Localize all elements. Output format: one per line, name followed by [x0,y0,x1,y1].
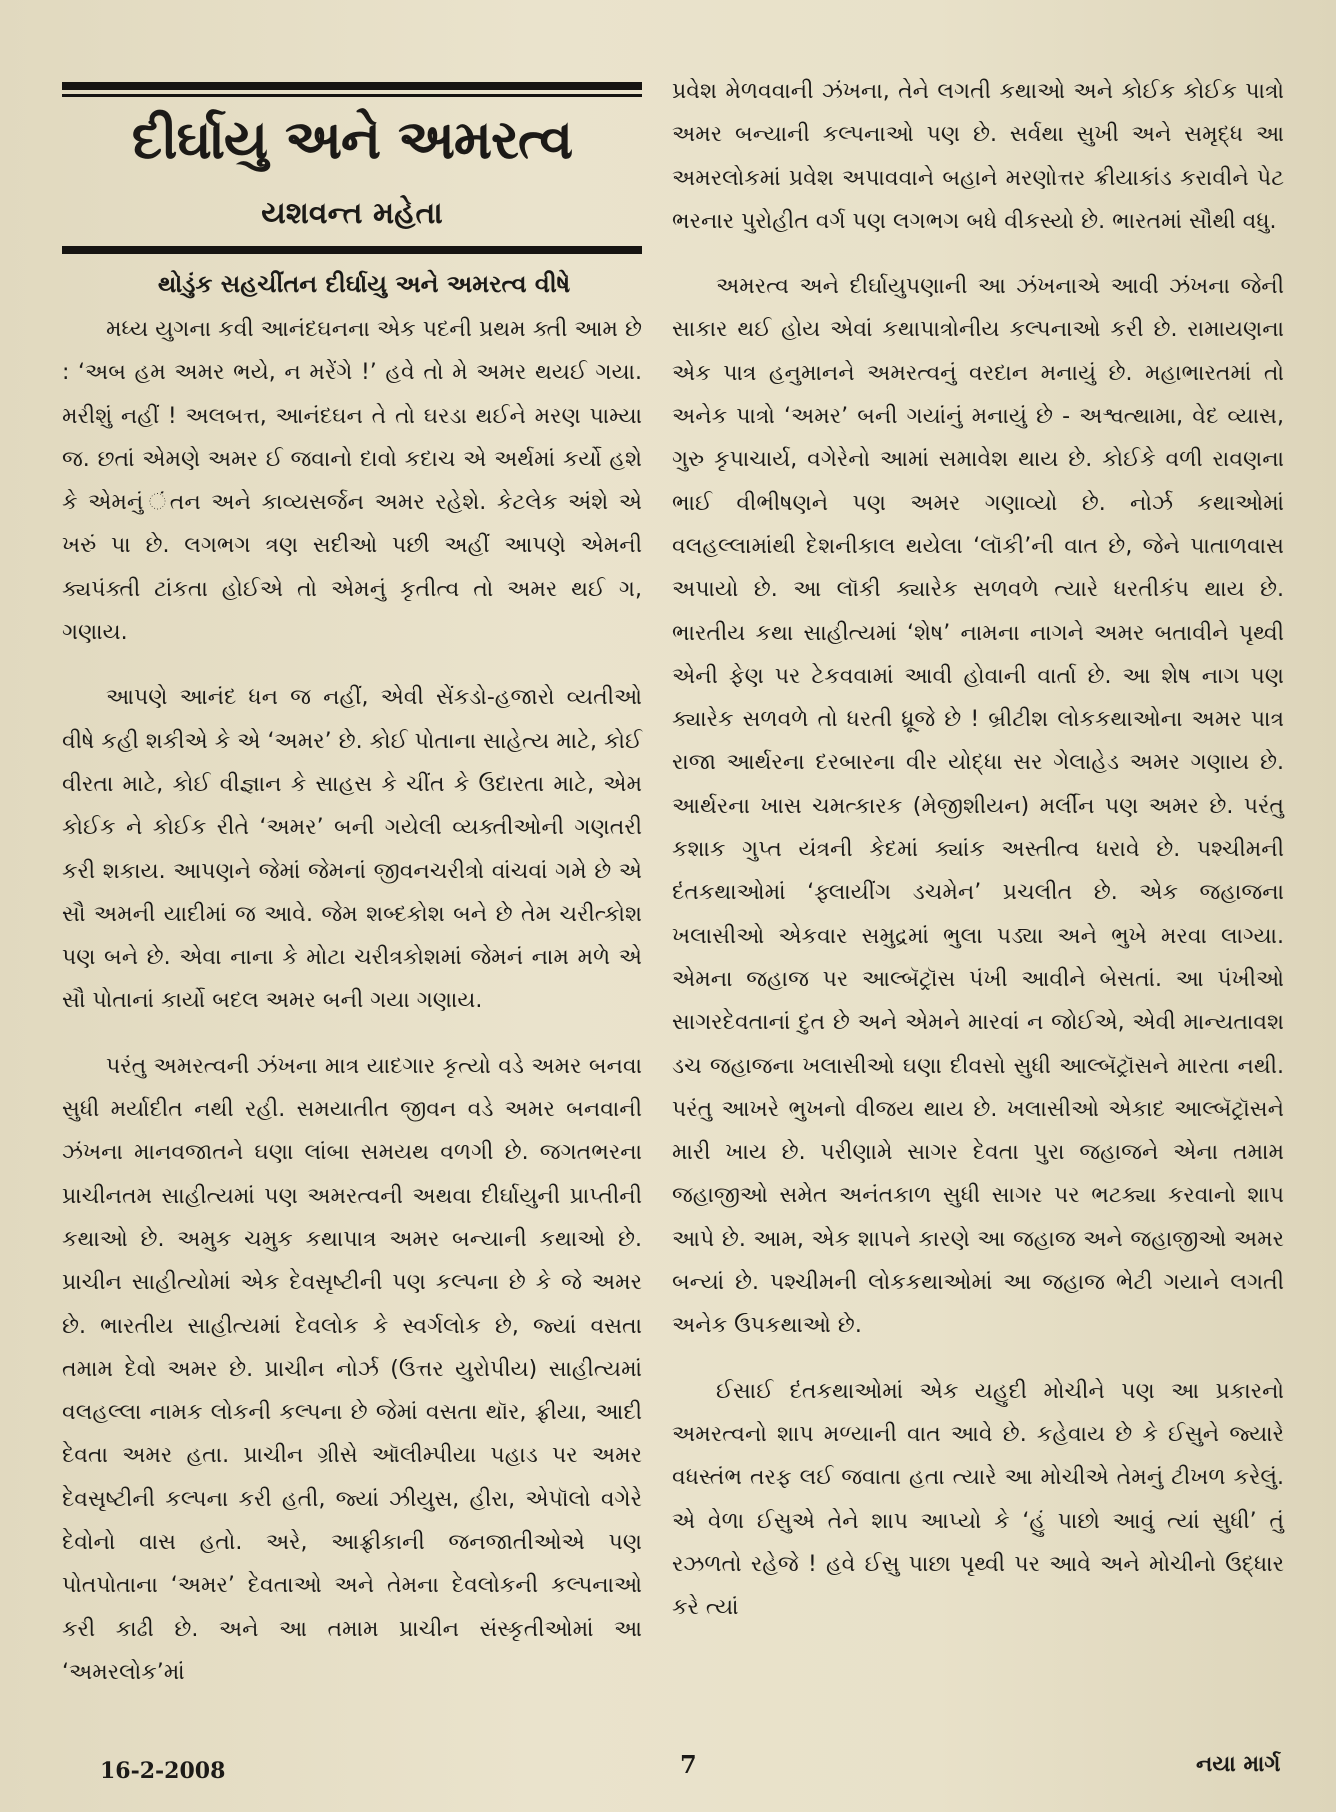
left-paragraph-1: મધ્ય યુગના કવી આનંદઘનના એક પદની પ્રથમ ક્તી આમ છે : ‘અબ હમ અમર ભયે, ન મરેંગે !’ હવે તો મે અમર થયઈ ગયા. મરીશું નહીં ! અલબત્ત, આનંદઘન તે તો ઘરડા થઈને મરણ પામ્યા જ. છતાં એમણે અમર ઈ જવાનો દાવો કદાચ એ અર્થમાં કર્યો હશે કે એમનું ંતન અને કાવ્યસર્જન અમર રહેશે. કેટલેક અંશે એ ખરું પા છે. લગભગ ત્રણ સદીઓ પછી અહીં આપણે એમની ક્યપંક્તી ટાંકતા હોઈએ તો એમનું કૃતીત્વ તો અમર થઈ ગ, ગણાય. [62,317,642,646]
article-subheading: થોડુંક સહચીંતન દીર્ઘાયુ અને અમરત્વ વીષે [157,270,571,298]
right-body-text [672,70,1284,1651]
header-bottom-rule [62,246,642,254]
right-paragraph-3: ઈસાઈ દંતકથાઓમાં એક યહુદી મોચીને પણ આ પ્રકારનો અમરત્વનો શાપ મળ્યાની વાત આવે છે. કહેવાય છે કે ઈસુને જ્યારે વધસ્તંભ તરફ લઈ જવાતા હતા ત્યારે આ મોચીએ તેમનું ટીખળ કરેલું. એ વેળા ઈસુએ તેને શાપ આપ્યો કે ‘હું પાછો આવું ત્યાં સુધી’ તું રઝળતો રહેજે ! હવે ઈસુ પાછા પૃથ્વી પર આવે અને મોચીનો ઉદ્ધાર કરે ત્યાં [672,1378,1284,1621]
top-rule-thin [62,94,642,97]
left-body-text [62,308,642,1716]
left-paragraph-3: પરંતુ અમરત્વની ઝંખના માત્ર યાદગાર કૃત્યો વડે અમર બનવા સુધી મર્યાદીત નથી રહી. સમયાતીત જીવન વડે અમર બનવાની ઝંખના માનવજાતને ઘણા લાંબા સમયથ વળગી છે. જગતભરના પ્રાચીનતમ સાહીત્યમાં પણ અમરત્વની અથવા દીર્ઘાયુની પ્રાપ્તીની કથાઓ છે. અમુક ચમુક કથાપાત્ર અમર બન્યાની કથાઓ છે. પ્રાચીન સાહીત્યોમાં એક દેવસૃષ્ટીની પણ કલ્પના છે કે જે અમર છે. ભારતીય સાહીત્યમાં દેવલોક કે સ્વર્ગલોક છે, જ્યાં વસતા તમામ દેવો અમર છે. પ્રાચીન નોર્ઝ (ઉત્તર યુરોપીય) સાહીત્યમાં વલહલ્લા નામક લોકની કલ્પના છે જેમાં વસતા થૉર, ફ્રીયા, આદી દેવતા અમર હતા. પ્રાચીન ગ્રીસે ઑલીમ્પીયા પહાડ પર અમર દેવસૃષ્ટીની કલ્પના કરી હતી, જ્યાં ઝીયુસ, હીરા, એપૉલો વગેરે દેવોનો વાસ હતો. અરે, આફ્રીકાની જનજાતીઓએ પણ પોતપોતાના ‘અમર’ દેવતાઓ અને તેમના દેવલોકની કલ્પનાઓ કરી કાઢી છે. અને આ તમામ પ્રાચીન સંસ્કૃતીઓમાં આ ‘અમરલોક’માં [62,1053,642,1685]
page-number: 7 [680,1750,697,1779]
magazine-name: નયા માર્ગ [1196,1752,1281,1777]
right-paragraph-1: પ્રવેશ મેળવવાની ઝંખના, તેને લગતી કથાઓ અને કોઈક કોઈક પાત્રો અમર બન્યાની કલ્પનાઓ પણ છે. સર્વથા સુખી અને સમૃદ્ધ આ અમરલોકમાં પ્રવેશ અપાવવાને બહાને મરણોત્તર ક્રીયાકાંડ કરાવીને પેટ ભરનાર પુરોહીત વર્ગ પણ લગભગ બધે વીકસ્યો છે. ભારતમાં સૌથી વધુ. [672,79,1284,234]
right-paragraph-2: અમરત્વ અને દીર્ઘાયુપણાની આ ઝંખનાએ આવી ઝંખના જેની સાકાર થઈ હોય એવાં કથાપાત્રોનીય કલ્પનાઓ કરી છે. રામાયણના એક પાત્ર હનુમાનને અમરત્વનું વરદાન મનાયું છે. મહાભારતમાં તો અનેક પાત્રો ‘અમર’ બની ગયાંનું મનાયું છે - અશ્વત્થામા, વેદ વ્યાસ, ગુરુ કૃપાચાર્ય, વગેરેનો આમાં સમાવેશ થાય છે. કોઈકે વળી રાવણના ભાઈ વીભીષણને પણ અમર ગણાવ્યો છે. નોર્ઝ કથાઓમાં વલહલ્લામાંથી દેશનીકાલ થયેલા ‘લૉકી’ની વાત છે, જેને પાતાળવાસ અપાયો છે. આ લૉકી ક્યારેક સળવળે ત્યારે ધરતીકંપ થાય છે. ભારતીય કથા સાહીત્યમાં ‘શેષ’ નામના નાગને અમર બતાવીને પૃથ્વી એની ફેણ પર ટેકવવામાં આવી હોવાની વાર્તા છે. આ શેષ નાગ પણ ક્યારેક સળવળે તો ધરતી ધ્રૂજે છે ! બ્રીટીશ લોકકથાઓના અમર પાત્ર રાજા આર્થરના દરબારના વીર યોદ્ધા સર ગેલાહેડ અમર ગણાય છે. આર્થરના ખાસ ચમત્કારક (મેજીશીયન) મર્લીન પણ અમર છે. પરંતુ કશાક ગુપ્ત યંત્રની કેદમાં ક્યાંક અસ્તીત્વ ધરાવે છે. પશ્ચીમની દંતકથાઓમાં ‘ફ્લાયીંગ ડચમેન’ પ્રચલીત છે. એક જહાજના ખલાસીઓ એકવાર સમુદ્રમાં ભુલા પડ્યા અને ભુખે મરવા લાગ્યા. એમના જહાજ પર આલ્બૅટ્રૉસ પંખી આવીને બેસતાં. આ પંખીઓ સાગરદેવતાનાં દુત છે અને એમને મારવાં ન જોઈએ, એવી માન્યતાવશ ડચ જહાજના ખલાસીઓ ઘણા દીવસો સુધી આલ્બૅટ્રૉસને મારતા નથી. પરંતુ આખરે ભુખનો વીજય થાય છે. ખલાસીઓ એકાદ આલ્બૅટ્રૉસને મારી ખાય છે. પરીણામે સાગર દેવતા પુરા જહાજને એના તમામ જહાજીઓ સમેત અનંતકાળ સુધી સાગર પર ભટક્યા કરવાનો શાપ આપે છે. આમ, એક શાપને કારણે આ જહાજ અને જહાજીઓ અમર બન્યાં છે. પશ્ચીમની લોકકથાઓમાં આ જહાજ ભેટી ગયાને લગતી અનેક ઉપકથાઓ છે. [672,274,1284,1339]
footer-date: 16-2-2008 [100,1758,226,1784]
top-rule [62,82,642,90]
article-author: યશવન્ત મહેતા [261,196,443,231]
left-paragraph-2: આપણે આનંદ ધન જ નહીં, એવી સેંકડો-હજારો વ્યતીઓ વીષે કહી શકીએ કે એ ‘અમર’ છે. કોઈ પોતાના સાહેત્ય માટે, કોઈ વીરતા માટે, કોઈ વીજ્ઞાન કે સાહસ કે ચીંત કે ઉદારતા માટે, એમ કોઈક ને કોઈક રીતે ‘અમર’ બની ગયેલી વ્યક્તીઓની ગણતરી કરી શકાય. આપણને જેમાં જેમનાં જીવનચરીત્રો વાંચવાં ગમે છે એ સૌ અમની યાદીમાં જ આવે. જેમ શબ્દકોશ બને છે તેમ ચરીત્કોશ પણ બને છે. એવા નાના કે મોટા ચરીત્રકોશમાં જેમનં નામ મળે એ સૌ પોતાનાં કાર્યો બદલ અમર બની ગયા ગણાય. [62,685,642,1014]
article-title: દીર્ઘાયુ અને અમરત્વ [131,108,573,171]
